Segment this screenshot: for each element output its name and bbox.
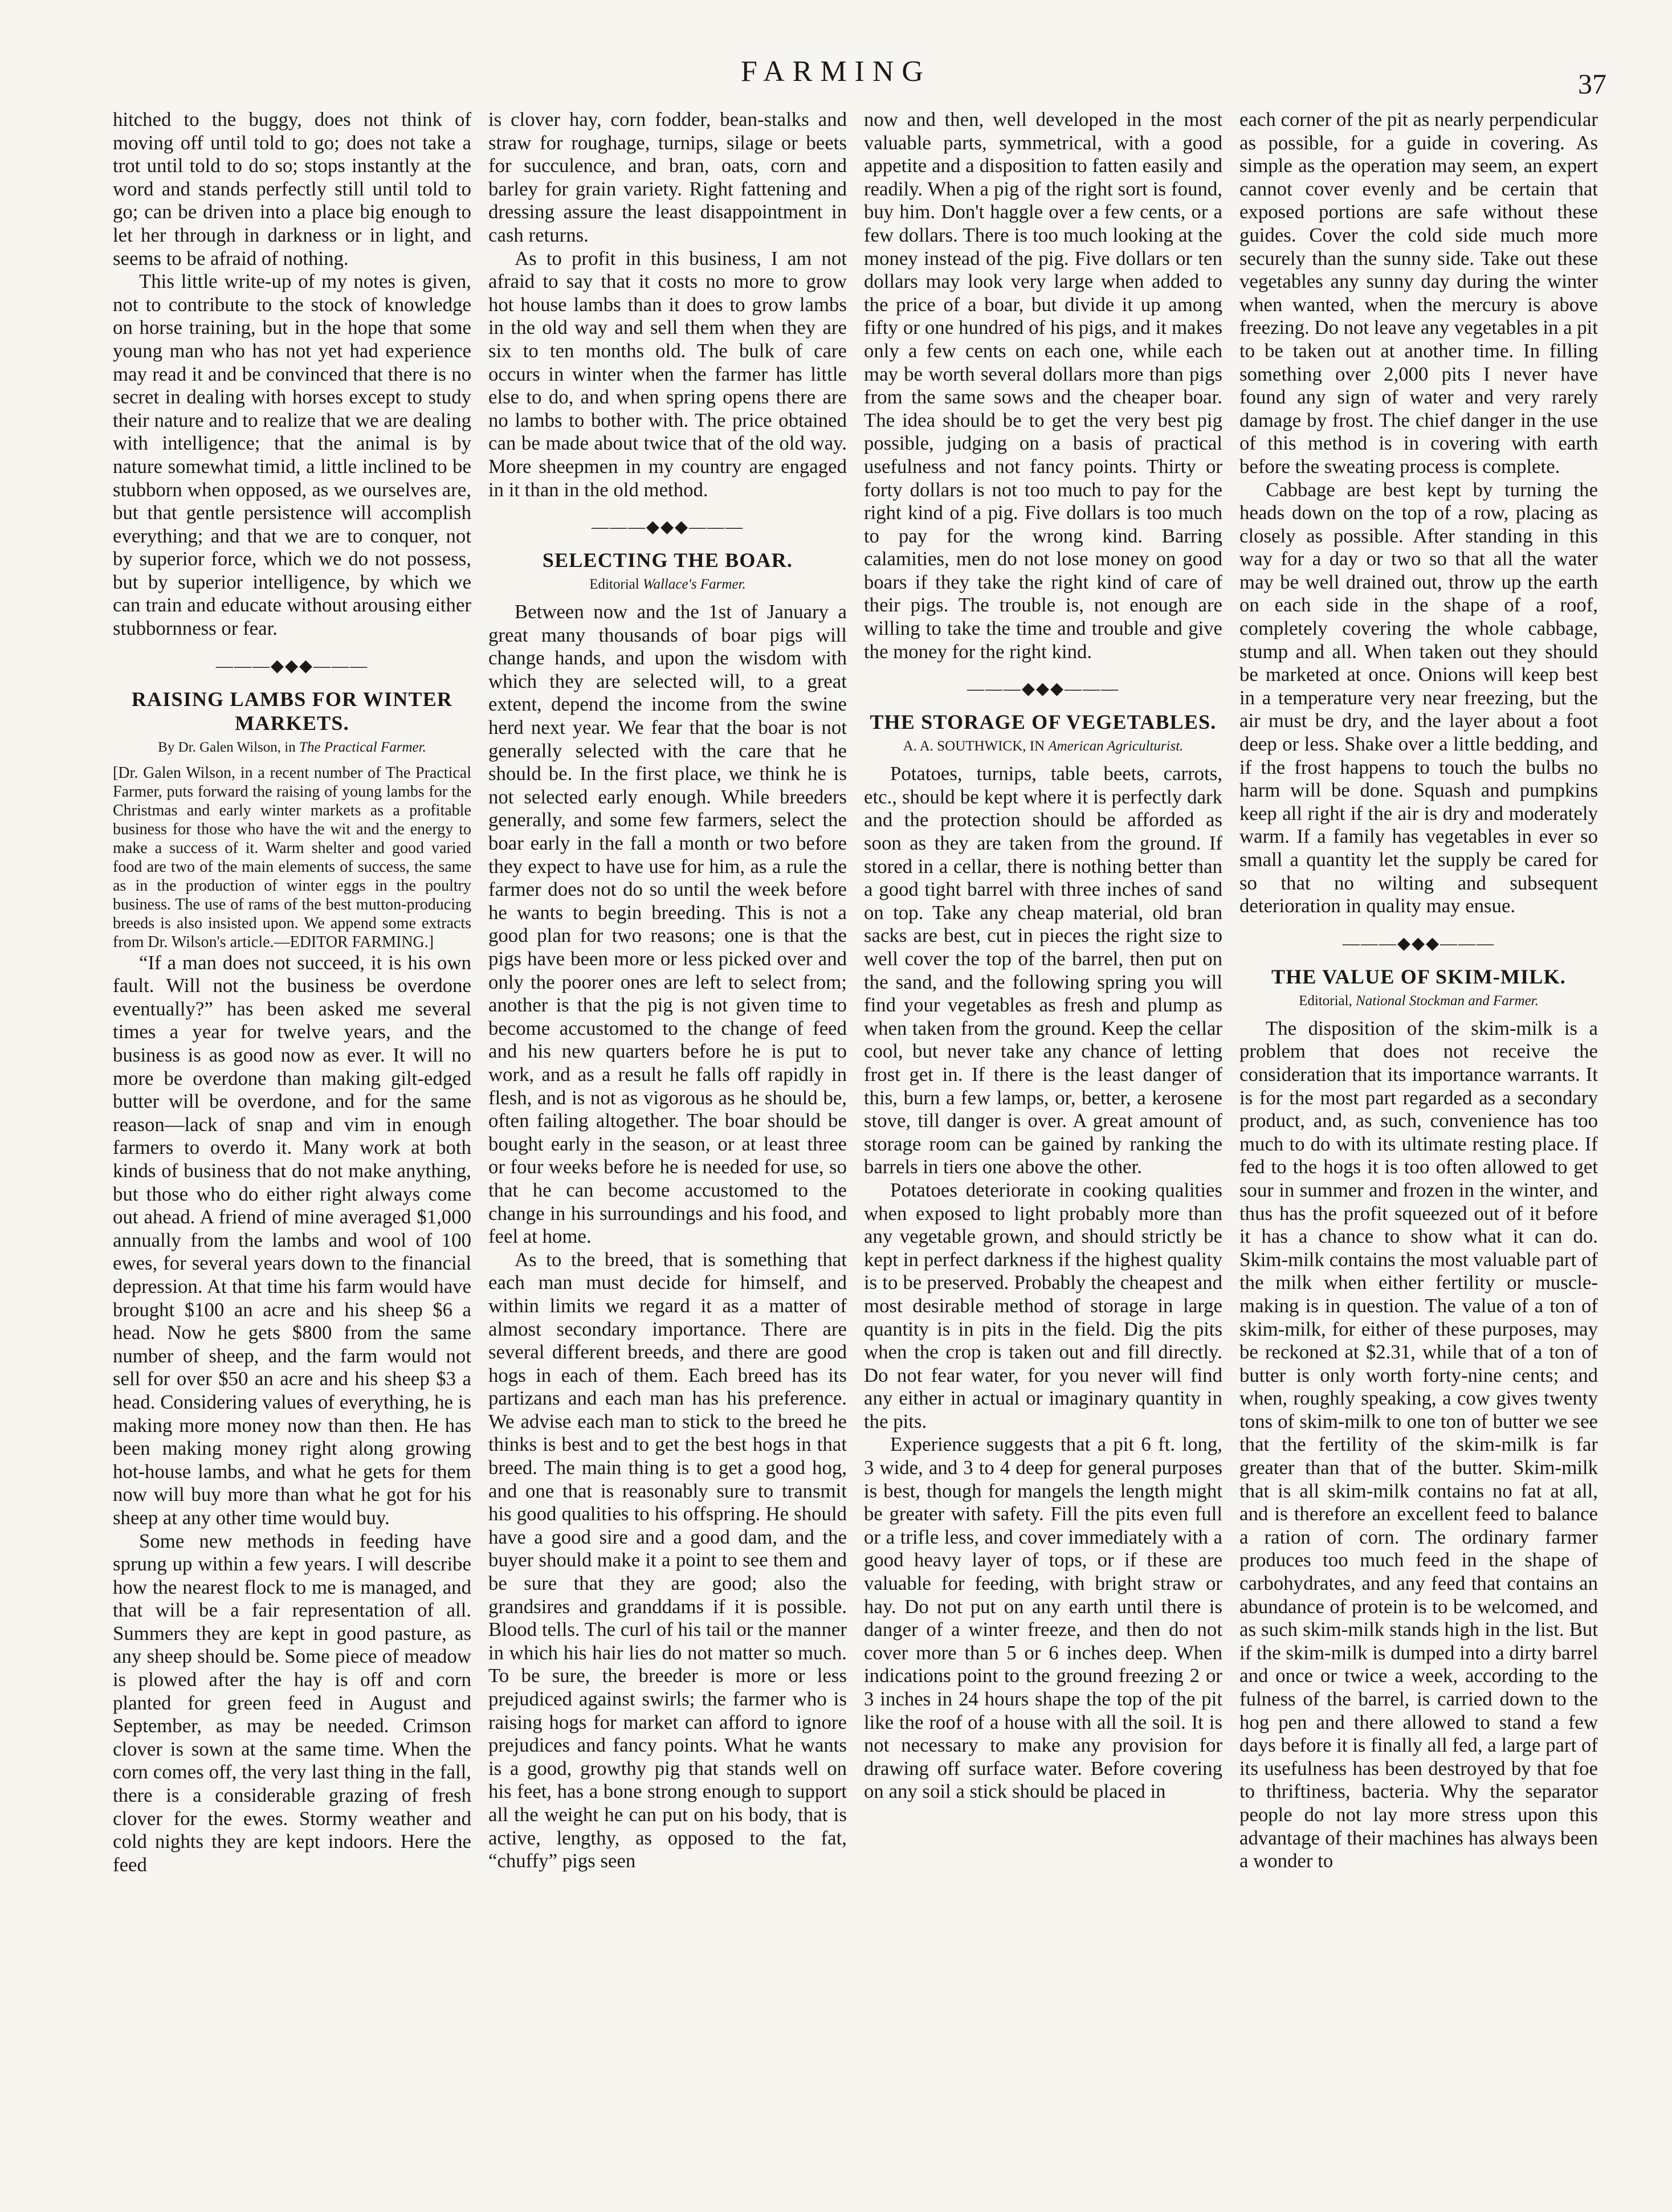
section-divider: ———◆◆◆——— bbox=[591, 517, 744, 537]
article-byline bbox=[1239, 992, 1598, 1010]
page-number: 37 bbox=[1578, 68, 1606, 100]
byline-source: The Practical Farmer. bbox=[299, 739, 426, 755]
byline-author: By Dr. Galen Wilson, in bbox=[158, 739, 299, 755]
article-byline bbox=[864, 737, 1222, 756]
paragraph: Between now and the 1st of January a great many thousands of boar pigs will change hands, and upon the wisdom with which they are selected will, to a great extent, depend the income from the swine herd next year. We fear that the boar is not generally selected with the care that he should be. In the first place, we think he is not selected early enough. While breeders generally, and some few farmers, select the boar early in the fall a month or two before they expect to have use for him, as a rule the farmer does not do so until the week before he wants to begin breeding. This is not a good plan for two reasons; one is that the pigs have been more or less picked over and only the poorer ones are left to select from; another is that the pig is not given time to become accustomed to the change of feed and his new quarters before he is put to work, and as a result he falls off rapidly in flesh, and is not as vigorous as he should be, often failing altogether. The boar should be bought early in the season, or at least three or four weeks before he is needed for use, so that he can become accustomed to the change in his surroundings and his food, and feel at home. bbox=[488, 601, 847, 1248]
byline-author: Editorial bbox=[589, 577, 643, 593]
paragraph: Cabbage are best kept by turning the heads down on the top of a row, placing as closely as possible. After standing in this way for a day or two so that all the water may be well drained out, throw up the earth on each side in the shape of a roof, completely covering the whole cabbage, stump and all. When taken out they should be marketed at once. Onions will keep best in a temperature very near freezing, but the air must be dry, and the layer about a foot deep or less. Shake over a little bedding, and if the frost happens to touch the bulbs no harm will be done. Squash and pumpkins keep all right if the air is dry and moderately warm. If a family has vegetables in ever so small a quantity let the supply be cared for so that no wilting and subsequent deterioration in quality may ensue. bbox=[1239, 478, 1598, 917]
article-headline: THE STORAGE OF VEGETABLES. bbox=[870, 711, 1217, 734]
paragraph: is clover hay, corn fodder, bean-stalks and straw for roughage, turnips, silage or beets for succulence, and bran, oats, corn and barley for grain variety. Right fattening and dressing assure the least disappointment in cash returns. bbox=[488, 108, 847, 246]
paragraph: Some new methods in feeding have sprung up within a few years. I will describe how the nearest flock to me is managed, and that will be a fair representation of all. Summers they are kept in good pasture, as any sheep should be. Some piece of meadow is plowed after the hay is off and corn planted for green feed in August and September, as may be needed. Crimson clover is sown at the same time. When the corn comes off, the very last thing in the fall, there is a considerable grazing of fresh clover for the ewes. Stormy weather and cold nights they are kept indoors. Here the feed bbox=[113, 1529, 471, 1876]
paragraph: “If a man does not succeed, it is his own fault. Will not the business be overdone eventually?” has been asked me several times a year for twelve years, and the business is as good now as ever. It will no more be overdone than making gilt-edged butter will be overdone, and for the same reason—lack of snap and vim in enough farmers to overdo it. Many work at both kinds of business that do not make anything, but those who do either right always come out ahead. A friend of mine averaged $1,000 annually from the lambs and wool of 100 ewes, for several years down to the financial depression. At that time his farm would have brought $100 an acre and his sheep $6 a head. Now he gets $800 from the same number of sheep, and the farm would not sell for over $50 an acre and his sheep $3 a head. Considering values of everything, he is making more money now than then. He has been making money right along growing hot-house lambs, and what he gets for them now will buy more than what he got for his sheep at any other time would buy. bbox=[113, 951, 471, 1529]
page-header bbox=[0, 55, 1672, 100]
section-divider: ———◆◆◆——— bbox=[967, 679, 1120, 699]
byline-source: National Stockman and Farmer. bbox=[1356, 993, 1539, 1009]
byline-author: Editorial, bbox=[1299, 993, 1356, 1009]
running-head: FARMING bbox=[741, 55, 931, 88]
editor-note: [Dr. Galen Wilson, in a recent number of The Practical Farmer, puts forward the raising of young lambs for the Christmas and early winter markets as a profitable business for those who have the wit and the energy to make a success of it. Warm shelter and good varied food are two of the main elements of success, the same as in the production of winter eggs in the poultry business. The use of rams of the best mutton-producing breeds is also insisted upon. We append some extracts from Dr. Wilson's article.—EDITOR FARMING.] bbox=[113, 764, 471, 951]
section-divider: ———◆◆◆——— bbox=[1342, 933, 1495, 953]
column-1 bbox=[113, 108, 471, 2182]
paragraph: hitched to the buggy, does not think of moving off until told to go; does not take a trot until told to do so; stops instantly at the word and stands perfectly still until told to go; can be driven into a place big enough to let her through in darkness or in light, and seems to be afraid of nothing. bbox=[113, 108, 471, 270]
article-byline bbox=[113, 738, 471, 757]
byline-source: Wallace's Farmer. bbox=[642, 577, 746, 593]
paragraph: This little write-up of my notes is given, not to contribute to the stock of knowledge on horse training, but in the hope that some young man who has not yet had experience may read it and be convinced that there is no secret in dealing with horses except to study their nature and to realize that we are dealing with intelligence; that the animal is by nature somewhat timid, a little inclined to be stubborn when opposed, as we ourselves are, but that gentle persistence will accomplish everything; and that we are to conquer, not by superior force, which we do not possess, but by superior intelligence, by which we can train and educate without arousing either stubbornness or fear. bbox=[113, 270, 471, 640]
article-columns bbox=[113, 108, 1598, 2182]
paragraph: each corner of the pit as nearly perpendicular as possible, for a guide in covering. As simple as the operation may seem, an expert cannot cover evenly and be certain that exposed portions are safe without these guides. Cover the cold side much more securely than the sunny side. Take out these vegetables any sunny day during the winter when wanted, when the mercury is above freezing. Do not leave any vegetables in a pit to be taken out at another time. In filling something over 2,000 pits I never have found any sign of water and very rarely damage by frost. The chief danger in the use of this method is in covering with earth before the sweating process is complete. bbox=[1239, 108, 1598, 478]
paragraph: Potatoes, turnips, table beets, carrots, etc., should be kept where it is perfectly dark and the protection should be afforded as soon as they are taken from the ground. If stored in a cellar, there is nothing better than a good tight barrel with three inches of sand on top. Take any cheap material, old bran sacks are best, cut in pieces the right size to well cover the top of the barrel, then put on the sand, and the following spring you will find your vegetables as fresh and plump as when taken from the ground. Keep the cellar cool, but never take any chance of letting frost get in. If there is the least danger of this, burn a few lamps, or, better, a kerosene stove, till danger is over. A great amount of storage room can be gained by ranking the barrels in tiers one above the other. bbox=[864, 762, 1222, 1178]
paragraph: As to the breed, that is something that each man must decide for himself, and within limits we regard it as a matter of almost secondary importance. There are several different breeds, and there are good hogs in each of them. Each breed has its partizans and each man has his preference. We advise each man to stick to the breed he thinks is best and to get the best hogs in that breed. The main thing is to get a good hog, and one that is reasonably sure to transmit his good qualities to his offspring. He should have a good sire and a good dam, and the buyer should make it a point to see them and be sure that they are good; also the grandsires and granddams if it is possible. Blood tells. The curl of his tail or the manner in which his hair lies do not matter so much. To be sure, the breeder is more or less prejudiced against swirls; the farmer who is raising hogs for market can afford to ignore prejudices and fancy points. What he wants is a good, growthy pig that stands well on his feet, has a bone strong enough to support all the weight he can put on his body, that is active, lengthy, as opposed to the fat, “chuffy” pigs seen bbox=[488, 1248, 847, 1872]
column-3 bbox=[864, 108, 1222, 2182]
paragraph: now and then, well developed in the most valuable parts, symmetrical, with a good appetite and a disposition to fatten easily and readily. When a pig of the right sort is found, buy him. Don't haggle over a few cents, or a few dollars. There is too much looking at the money instead of the pig. Five dollars or ten dollars may look very large when added to the price of a boar, but divide it up among fifty or one hundred of his pigs, and it makes only a few cents on each one, while each may be worth several dollars more than pigs from the same sows and the cheaper boar. The idea should be to get the very best pig possible, judging on a basis of practical usefulness and not fancy points. Thirty or forty dollars is not too much to pay for the right kind of a pig. Five dollars is too much to pay for the wrong kind. Barring calamities, men do not lose money on good boars if they take the right kind of care of their pigs. The trouble is, not enough are willing to take the time and trouble and give the money for the right kind. bbox=[864, 108, 1222, 663]
byline-author: A. A. SOUTHWICK, IN bbox=[903, 738, 1049, 754]
article-headline: SELECTING THE BOAR. bbox=[542, 549, 793, 572]
article-headline: RAISING LAMBS FOR WINTER MARKETS. bbox=[131, 687, 453, 734]
article-byline bbox=[488, 576, 847, 594]
paragraph: Potatoes deteriorate in cooking qualities when exposed to light probably more than any vegetable grown, and should strictly be kept in perfect darkness if the highest quality is to be preserved. Probably the cheapest and most desirable method of storage in large quantity is in pits in the field. Dig the pits when the crop is taken out and fill directly. Do not fear water, for you never will find any either in actual or imaginary quantity in the pits. bbox=[864, 1178, 1222, 1433]
byline-source: American Agriculturist. bbox=[1048, 738, 1184, 754]
article-headline: THE VALUE OF SKIM-MILK. bbox=[1271, 965, 1566, 988]
column-2 bbox=[488, 108, 847, 2182]
paragraph: The disposition of the skim-milk is a problem that does not receive the consideration that its importance warrants. It is for the most part regarded as a secondary product, and, as such, convenience has too much to do with its ultimate resting place. If fed to the hogs it is too often allowed to get sour in summer and frozen in the winter, and thus has the profit squeezed out of it before it has a chance to show what it can do. Skim-milk contains the most valuable part of the milk when either fertility or muscle-making is in question. The value of a ton of skim-milk, for either of these purposes, may be reckoned at $2.31, while that of a ton of butter is only worth forty-nine cents; and when, roughly speaking, a cow gives twenty tons of skim-milk to one ton of butter we see that the fertility of the skim-milk is far greater than that of the butter. Skim-milk that is all skim-milk contains no fat at all, and is therefore an excellent feed to balance a ration of corn. The ordinary farmer produces too much feed in the shape of carbohydrates, and any feed that contains an abundance of protein is to be welcomed, and as such skim-milk stands high in the list. But if the skim-milk is dumped into a dirty barrel and once or twice a week, according to the fulness of the barrel, is carried down to the hog pen and there allowed to stand a few days before it is finally all fed, a large part of its usefulness has been destroyed by that foe to thriftiness, bacteria. Why the separator people do not lay more stress upon this advantage of their machines has always been a wonder to bbox=[1239, 1017, 1598, 1872]
paragraph: As to profit in this business, I am not afraid to say that it costs no more to grow hot house lambs than it does to grow lambs in the old way and sell them when they are six to ten months old. The bulk of care occurs in winter when the farmer has little else to do, and when spring opens there are no lambs to bother with. The price obtained can be made about twice that of the old way. More sheepmen in my country are engaged in it than in the old method. bbox=[488, 247, 847, 501]
section-divider: ———◆◆◆——— bbox=[215, 656, 369, 675]
column-4 bbox=[1239, 108, 1598, 2182]
paragraph: Experience suggests that a pit 6 ft. long, 3 wide, and 3 to 4 deep for general purposes is best, though for mangels the length might be greater with safety. Fill the pits even full or a trifle less, and cover immediately with a good heavy layer of tops, or if these are valuable for feeding, with bright straw or hay. Do not put on any earth until there is danger of a winter freeze, and then do not cover more than 5 or 6 inches deep. When indications point to the ground freezing 2 or 3 inches in 24 hours shape the top of the pit like the roof of a house with all the soil. It is not necessary to make any provision for drawing off surface water. Before covering on any soil a stick should be placed in bbox=[864, 1433, 1222, 1803]
